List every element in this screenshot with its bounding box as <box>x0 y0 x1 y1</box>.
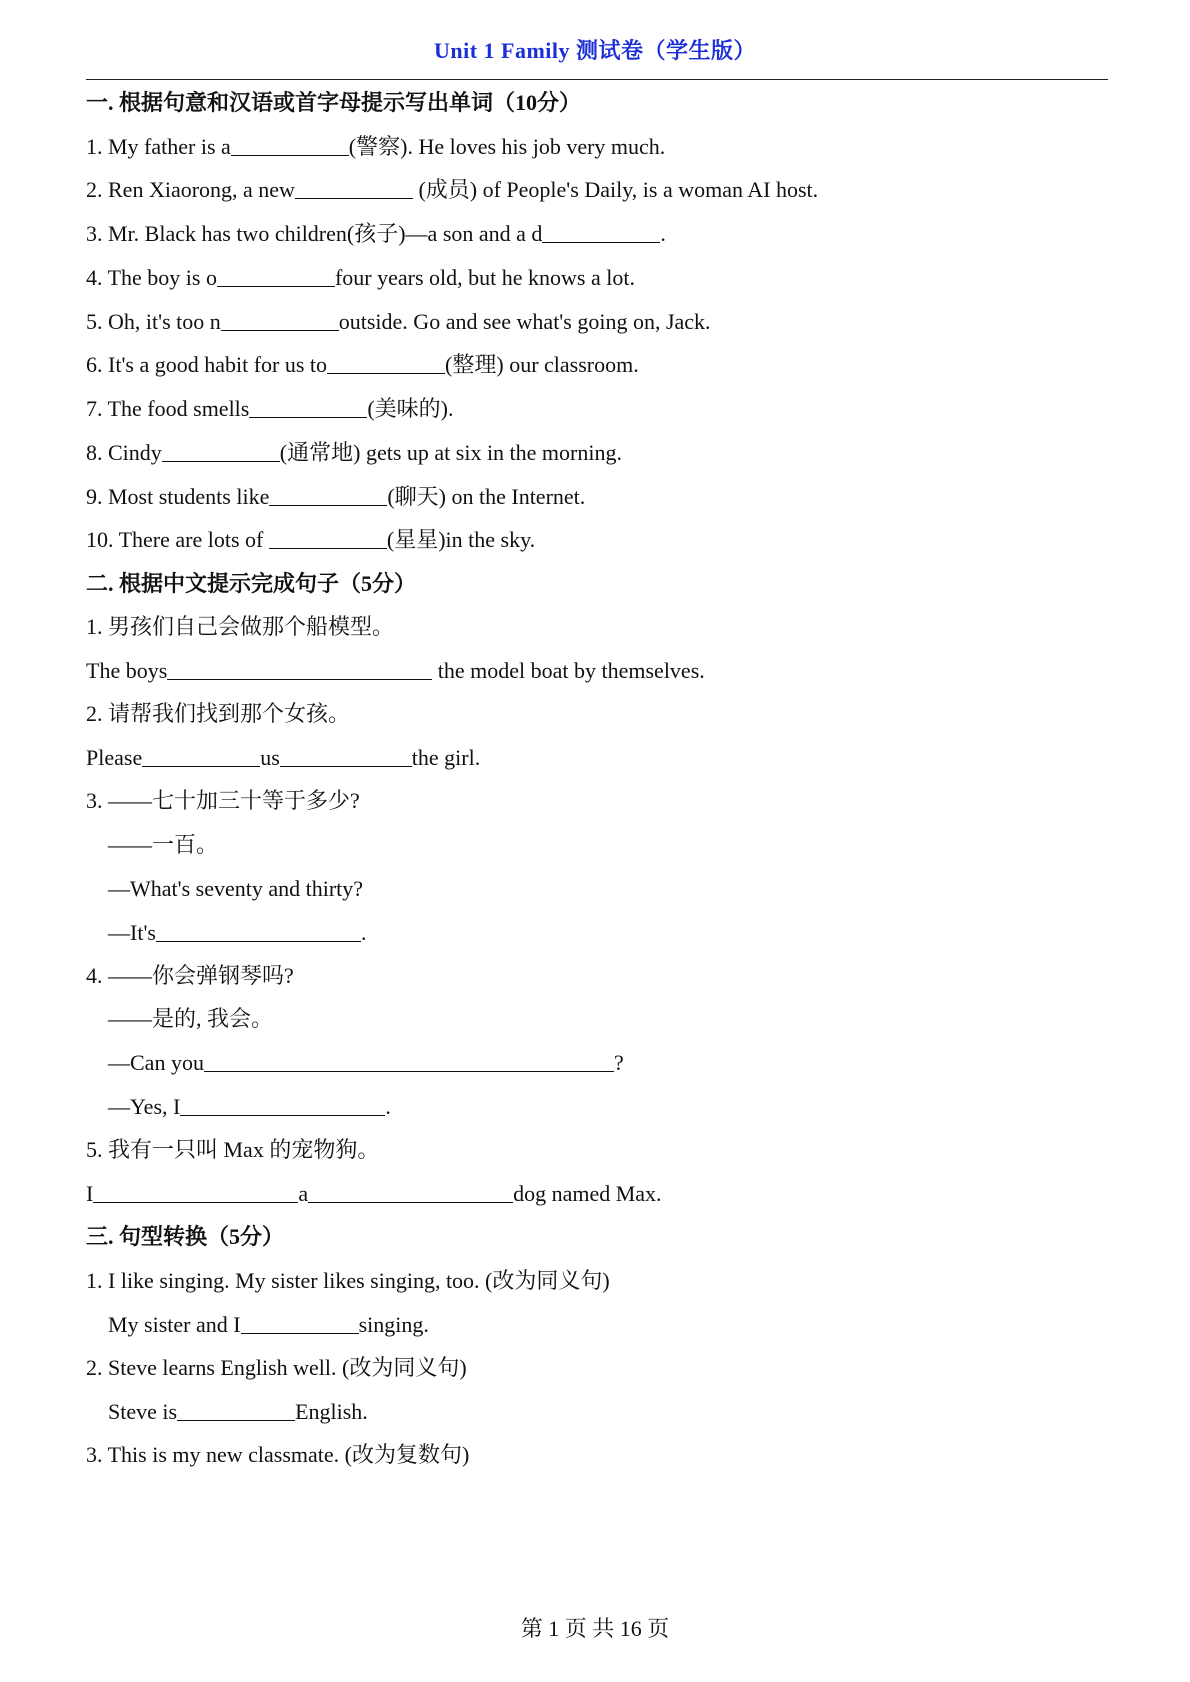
s2-q3-english-a: —It's . <box>108 920 367 945</box>
s2-q2-chinese: 2. 请帮我们找到那个女孩。 <box>86 701 351 726</box>
answer-blank[interactable] <box>162 441 280 462</box>
answer-blank[interactable] <box>295 178 413 199</box>
answer-blank[interactable] <box>221 310 339 331</box>
s2-q3-english-q: —What's seventy and thirty? <box>108 876 364 901</box>
s1-q9: 9. Most students like (聊天) on the Internet. <box>86 484 586 509</box>
s2-q2-english: Please us the girl. <box>86 745 481 770</box>
answer-blank[interactable] <box>280 746 412 767</box>
s2-q5-english: I a dog named Max. <box>86 1181 662 1206</box>
answer-blank[interactable] <box>249 397 367 418</box>
answer-blank[interactable] <box>269 485 387 506</box>
page-footer: 第 1 页 共 16 页 <box>520 1616 670 1641</box>
s1-q7: 7. The food smells (美味的). <box>86 396 454 421</box>
answer-blank[interactable] <box>217 266 335 287</box>
s2-q1-english: The boys the model boat by themselves. <box>86 658 705 683</box>
section-2-heading: 二. 根据中文提示完成句子（5分） <box>86 571 417 596</box>
s3-q2-answer: Steve is English. <box>108 1399 368 1424</box>
s1-q1: 1. My father is a (警察). He loves his job very much. <box>86 134 666 159</box>
s3-q1: 1. I like singing. My sister likes singing, too. (改为同义句) <box>86 1268 610 1293</box>
answer-blank[interactable] <box>327 353 445 374</box>
s1-q5: 5. Oh, it's too n outside. Go and see what's going on, Jack. <box>86 309 711 334</box>
s1-q8: 8. Cindy (通常地) gets up at six in the morning. <box>86 440 622 465</box>
answer-blank[interactable] <box>177 1400 295 1421</box>
answer-blank[interactable] <box>241 1313 359 1334</box>
s2-q5-chinese: 5. 我有一只叫 Max 的宠物狗。 <box>86 1137 380 1162</box>
answer-blank[interactable] <box>167 659 432 680</box>
section-1-heading: 一. 根据句意和汉语或首字母提示写出单词（10分） <box>86 90 582 115</box>
answer-blank[interactable] <box>180 1095 385 1116</box>
s1-q6: 6. It's a good habit for us to (整理) our classroom. <box>86 352 639 377</box>
answer-blank[interactable] <box>93 1182 298 1203</box>
s1-q10: 10. There are lots of (星星)in the sky. <box>86 527 536 552</box>
s2-q4-english-q: —Can you ? <box>108 1050 624 1075</box>
s2-q4-chinese-q: 4. ——你会弹钢琴吗? <box>86 963 294 988</box>
s2-q4-chinese-r: ——是的, 我会。 <box>108 1006 274 1031</box>
s1-q4: 4. The boy is o four years old, but he knows a lot. <box>86 265 635 290</box>
s3-q2: 2. Steve learns English well. (改为同义句) <box>86 1355 467 1380</box>
answer-blank[interactable] <box>308 1182 513 1203</box>
s3-q3: 3. This is my new classmate. (改为复数句) <box>86 1442 470 1467</box>
header-divider <box>86 79 1108 80</box>
s2-q3-chinese-r: ——一百。 <box>108 832 219 857</box>
s2-q4-english-a: —Yes, I . <box>108 1094 391 1119</box>
answer-blank[interactable] <box>231 135 349 156</box>
answer-blank[interactable] <box>542 222 660 243</box>
answer-blank[interactable] <box>269 528 387 549</box>
page-title: Unit 1 Family 测试卷（学生版） <box>433 38 757 63</box>
answer-blank[interactable] <box>142 746 260 767</box>
answer-blank[interactable] <box>156 921 361 942</box>
s2-q1-chinese: 1. 男孩们自己会做那个船模型。 <box>86 614 395 639</box>
s3-q1-answer: My sister and I singing. <box>108 1312 429 1337</box>
s1-q3: 3. Mr. Black has two children(孩子)—a son and a d . <box>86 221 666 246</box>
section-3-heading: 三. 句型转换（5分） <box>86 1224 285 1249</box>
answer-blank[interactable] <box>204 1051 614 1072</box>
s2-q3-chinese-q: 3. ——七十加三十等于多少? <box>86 788 360 813</box>
s1-q2: 2. Ren Xiaorong, a new (成员) of People's Daily, is a woman AI host. <box>86 177 819 202</box>
